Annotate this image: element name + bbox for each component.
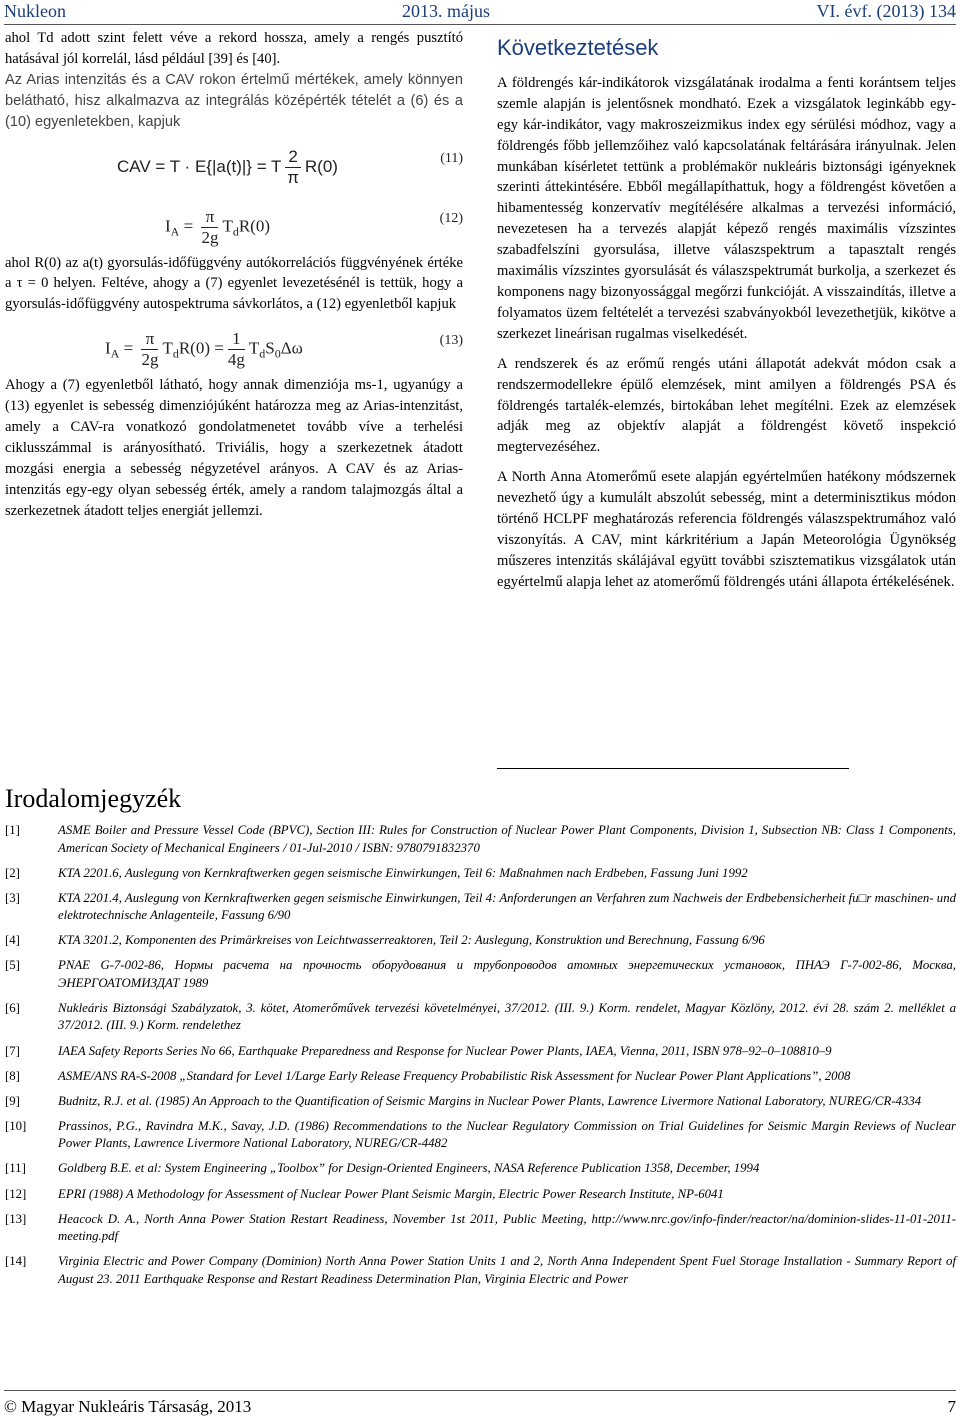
references-title: Irodalomjegyzék — [5, 784, 182, 813]
eq11-rhs: R(0) — [304, 156, 338, 176]
reference-item — [5, 822, 956, 857]
eq13-tail2-sub: 0 — [274, 346, 281, 361]
reference-item — [5, 1160, 956, 1178]
reference-text: Nukleáris Biztonsági Szabályzatok, 3. kötet, Atomerőművek tervezési követelményei, 37/2012. (III. 9.) Korm. rendelet, Magyar Közlöny, 2012. évi 28. szám 2. melléklet a 37/2012. (III. 9.) Korm. rendelethez — [58, 1000, 956, 1033]
eq12-rhs-tail: R(0) — [238, 215, 270, 235]
eq12-rhs-sub: d — [232, 223, 239, 238]
eq13-f1-den: 2g — [141, 350, 159, 370]
volume-info: VI. évf. (2013) 134 — [816, 1, 956, 21]
reference-number: [7] — [5, 1043, 20, 1058]
eq13-number: (13) — [439, 333, 463, 349]
paragraph-dimension: Ahogy a (7) egyenletből látható, hogy annak dimenziója ms-1, ugyanúgy a (13) egyenlet is sebesség dimenziójúként határozza meg az Arias-intenzitást, amely a CAV-ra vonatkozó gondolatmenetet tovább víve a terhelési ciklusszámmal is arányosítható. Triviális, hogy a szerkezetnek átadott mozgási energia a sebesség négyzetével arányos. A CAV és az Arias-intenzitás egy-egy olyan sebesség érték, amely a random talajmozgás által a szerkezetnek átadott teljes energiát jellemzi. — [5, 377, 463, 519]
eq13-mid: T — [162, 338, 173, 358]
left-column — [5, 28, 463, 522]
conclusions-paragraph-3: A North Anna Atomerőmű esete alapján egyértelműen hatékony módszernek nevezhető úgy a kumulált abszolút sebesség, mint a determinisztikus módon történő HCLPF meghatározás referencia földrengés válaszspektrumához való viszonyítás. A CAV, mint kárkritérium a Japán Meteorológia Ügynökség műszeres intenzitás skálájával együtt további szisztematikus vizsgálatok után egyértelmű alapja lehet az atomerőmű földrengés utáni állapota értékelésének. — [497, 469, 956, 590]
paragraph-arias-cav: Az Arias intenzitás és a CAV rokon értelmű mértékek, amely könnyen belátható, hisz alkalmazva az integrálás középérték tételét a (6) és a (10) egyenletekben, kapjuk — [5, 71, 463, 130]
eq12-lhs: I — [165, 215, 171, 235]
reference-text: PNAE G-7-002-86, Нормы расчета на прочность оборудования и трубопроводов атомных энергетических установок, ПНАЭ Г-7-002-86, Москва, ЭНЕРГОАТОМИЗДАТ 1989 — [58, 958, 956, 990]
conclusions-title: Következtetések — [497, 35, 659, 60]
reference-number: [12] — [5, 1186, 27, 1201]
reference-item — [5, 1211, 956, 1246]
eq11-lhs: CAV = T · E{|a(t)|} = T — [117, 156, 282, 176]
eq12-rhs: T — [222, 215, 233, 235]
reference-text: ASME Boiler and Pressure Vessel Code (BPVC), Section III: Rules for Construction of Nuclear Power Plant Components, Division 1, Subsection NB: Class 1 Components, American Society of Mechanical Engineers / 01-Jul-2010 / ISBN: 9780791832370 — [58, 823, 956, 855]
reference-item — [5, 1118, 956, 1153]
reference-item — [5, 957, 956, 992]
reference-item — [5, 1186, 956, 1204]
equation-13: $I_A$ = $\frac{\pi}{2g}$ $T_dR(0)$ = $\frac{1}{4g}$ $T_dS_0\Delta\omega$ (13) — [105, 329, 463, 370]
references-list — [5, 822, 956, 1296]
reference-item — [5, 865, 956, 883]
eq13-lhs: I — [105, 338, 111, 358]
eq11-frac — [285, 147, 300, 188]
column-divider — [497, 768, 849, 769]
eq12-number: (12) — [439, 210, 463, 226]
reference-number: [4] — [5, 933, 20, 948]
reference-item — [5, 932, 956, 950]
issue-date: 2013. május — [402, 1, 490, 21]
equation-11 — [5, 133, 463, 193]
paragraph-td: ahol Td adott szint felett véve a rekord hossza, amely a rengés pusztító hatásával jól korrelál, lásd például [39] és [40]. — [5, 30, 463, 67]
reference-item — [5, 1253, 956, 1288]
reference-item — [5, 890, 956, 925]
conclusions-paragraph-1: A földrengés kár-indikátorok vizsgálatának irodalma a fenti korántsem teljes szemle alapján is jelentősnek mondható. Ezek a vizsgálatok leginkább egy-egy kár-indikátor, vagy makroszeizmikus index egy sérülési módhoz, vagy a földrengés főbb jellemzőihez való kapcsolatának feltárására irányulnak. Jelen munkában kísérletet tettünk a problémakör nukleáris biztonsági igényeknek szerinti áttekintésére. Ebből megállapíthattuk, hogy a földrengést követően a hibamentesség konzervatív megítélésére alkalmas a tervezési információ, nevezetesen ha a tervezés alapját képező rengés maximális vízszintes szabadfelszíni gyorsulása, illetve válaszspektrum a tapasztalt rengés maximális vízszintes gyorsulását és válaszspektrumát burkolja, a szerkezet és komponens nagy bizonyossággal megőrzi funkcióját. A visszaindítás, illetve a folyamatos üzem feltételét a tervezési szabványokból levezethetjük, kikötve a szerkezet lineárisan rugalmas viselkedését. — [497, 74, 956, 342]
eq12-frac-den: 2g — [201, 227, 219, 247]
right-column — [497, 28, 956, 602]
eq11-frac-num: 2 — [285, 147, 300, 168]
eq13-f2-den: 4g — [227, 350, 245, 370]
reference-number: [1] — [5, 823, 20, 837]
paragraph-autocorrelation: ahol R(0) az a(t) gyorsulás-időfüggvény autókorrelációs függvényének értéke a τ = 0 helyen. Feltéve, ahogy a (7) egyenlet levezetésénél is tettük, hogy a gyorsulás-időfüggvény autospektruma sávkorlátos, a (12) egyenletből kapjuk — [5, 254, 463, 313]
reference-number: [3] — [5, 890, 20, 905]
eq12-frac — [201, 207, 218, 248]
eq13-frac-1 — [141, 329, 158, 370]
reference-text: Prassinos, P.G., Ravindra M.K., Savay, J.D. (1986) Recommendations to the Nuclear Regulatory Commission on Trial Guidelines for Seismic Margin Reviews of Nuclear Power Plants, Lawrence Livermore National Laboratory, NUREG/CR-4482 — [58, 1118, 956, 1151]
reference-text: Goldberg B.E. et al: System Engineering „Toolbox” for Design-Oriented Engineers, NASA Reference Publication 1358, December, 1994 — [58, 1161, 760, 1176]
reference-number: [2] — [5, 865, 20, 880]
eq13-tail2: S — [265, 338, 275, 358]
reference-text: ASME/ANS RA-S-2008 „Standard for Level 1/Large Early Release Frequency Probabilistic Risk Assessment for Nuclear Power Plant Applications”, 2008 — [58, 1068, 851, 1083]
reference-text: KTA 2201.6, Auslegung von Kernkraftwerken gegen seismische Einwirkungen, Teil 6: Maßnahmen nach Erdbeben, Fassung Juni 1992 — [58, 865, 748, 880]
eq12-lhs-sub: A — [170, 223, 180, 238]
reference-item — [5, 1068, 956, 1086]
equation-12: $I_A$ = $\frac{\pi}{2g}$ $T_dR(0)$ (12) — [165, 206, 463, 247]
eq13-f1-num: π — [141, 329, 158, 350]
reference-item — [5, 1093, 956, 1111]
reference-number: [5] — [5, 958, 20, 973]
reference-number: [6] — [5, 1000, 20, 1015]
eq11-number: (11) — [440, 150, 463, 166]
reference-item — [5, 1000, 956, 1035]
reference-number: [11] — [5, 1161, 26, 1176]
eq13-tail: T — [248, 338, 260, 358]
eq13-lhs-sub: A — [110, 346, 120, 361]
eq12-frac-num: π — [201, 207, 218, 228]
reference-text: EPRI (1988) A Methodology for Assessment of Nuclear Power Plant Seismic Margin, Electric Power Research Institute, NP-6041 — [58, 1186, 724, 1201]
reference-number: [8] — [5, 1068, 20, 1083]
eq13-mid-sub: d — [172, 346, 179, 361]
eq11-frac-den: π — [287, 167, 300, 187]
reference-item — [5, 1043, 956, 1061]
page-number: 7 — [947, 1397, 956, 1416]
reference-text: KTA 3201.2, Komponenten des Primärkreises von Leichtwasserreaktoren, Teil 2: Auslegung, Konstruktion und Berechnung, Fassung 6/96 — [58, 933, 765, 948]
reference-number: [14] — [5, 1254, 27, 1269]
reference-text: Heacock D. A., North Anna Power Station Restart Readiness, November 1st 2011, Public Meeting, http://www.nrc.gov/info-finder/reactor/na/dominion-slides-11-01-2011-meeting.pdf — [58, 1211, 956, 1244]
eq13-tail-sub: d — [259, 346, 266, 361]
reference-text: Virginia Electric and Power Company (Dominion) North Anna Power Station Units 1 and 2, North Anna Independent Spent Fuel Storage Installation - Summary Report of August 23. 2011 Earthquake Response and Restart Readiness Determination Plan, Virginia Electric and Power — [58, 1254, 956, 1286]
eq13-mid-tail: R(0) = — [178, 338, 224, 358]
eq13-tail3: Δω — [280, 338, 303, 358]
reference-text: IAEA Safety Reports Series No 66, Earthquake Preparedness and Response for Nuclear Power Plants, IAEA, Vienna, 2011, ISBN 978–92–0–108810–9 — [58, 1043, 832, 1058]
reference-text: KTA 2201.4, Auslegung von Kernkraftwerken gegen seismische Einwirkungen, Teil 4: Anforderungen an Verfahren zum Nachweis der Erdbebensicherheit fu□r maschinen- und elektrotechnische Anlagenteile, Fassung 6/90 — [58, 890, 956, 923]
conclusions-paragraph-2: A rendszerek és az erőmű rengés utáni állapotát adekvát módon csak a rendszermodellekre épülő elemzések, mint amilyen a földrengés PSA és földrengés tartalék-elemzés, birtokában lehet megítélni. Ezek az elemzések adják meg az objektív alapját a földrengést követő inspekció megtervezéséhez. — [497, 355, 956, 456]
eq13-f2-num: 1 — [228, 329, 245, 350]
copyright-notice: © Magyar Nukleáris Társaság, 2013 — [4, 1397, 252, 1416]
reference-number: [9] — [5, 1093, 20, 1108]
eq13-frac-2 — [228, 329, 245, 370]
journal-name: Nukleon — [4, 1, 66, 21]
reference-number: [13] — [5, 1211, 27, 1226]
page-header — [4, 0, 956, 25]
reference-text: Budnitz, R.J. et al. (1985) An Approach to the Quantification of Seismic Margins in Nuclear Power Plants, Lawrence Livermore National Laboratory, NUREG/CR-4334 — [58, 1093, 922, 1108]
page-footer — [4, 1390, 956, 1419]
reference-number: [10] — [5, 1118, 27, 1133]
